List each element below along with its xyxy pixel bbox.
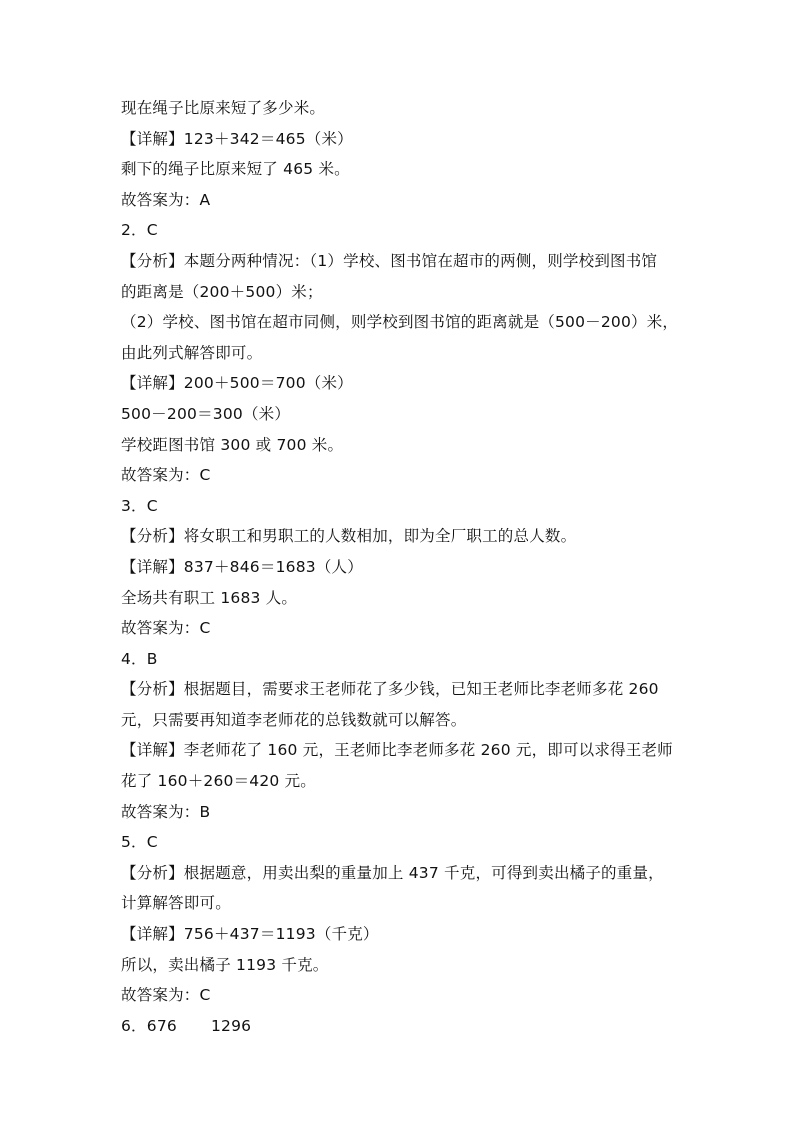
text-line: 现在绳子比原来短了多少米。 [121, 99, 326, 117]
text-line: 【详解】756＋437＝1193（千克） [121, 925, 379, 944]
question-6-line [121, 1011, 691, 1042]
text-line: 故答案为：C [121, 619, 211, 638]
question-number: 2．C [121, 221, 158, 240]
text-line: 【分析】根据题意，用卖出梨的重量加上 437 千克，可得到卖出橘子的重量， [121, 863, 664, 882]
text-line: 元，只需要再知道李老师花的总钱数就可以解答。 [121, 710, 467, 729]
text-line: 【分析】本题分两种情况：（1）学校、图书馆在超市的两侧，则学校到图书馆 [121, 251, 658, 270]
text-line: 【详解】837＋846＝1683（人） [121, 557, 363, 576]
text-line: 花了 160＋260＝420 元。 [121, 772, 317, 791]
text-line: 【详解】李老师花了 160 元，王老师比李老师多花 260 元，即可以求得王老师 [121, 741, 673, 760]
text-line: 500－200＝300（米） [121, 404, 291, 423]
answer-text-body [121, 93, 691, 1041]
text-line: 全场共有职工 1683 人。 [121, 588, 298, 607]
text-line: （2）学校、图书馆在超市同侧，则学校到图书馆的距离就是（500－200）米， [121, 313, 679, 332]
question-number: 5．C [121, 833, 158, 852]
text-line: 学校距图书馆 300 或 700 米。 [121, 435, 344, 454]
text-line: 【详解】200＋500＝700（米） [121, 374, 353, 393]
text-line: 【分析】根据题目，需要求王老师花了多少钱，已知王老师比李老师多花 260 [121, 680, 659, 699]
text-line: 的距离是（200＋500）米； [121, 282, 323, 301]
text-line: 所以，卖出橘子 1193 千克。 [121, 955, 329, 974]
text-line: 由此列式解答即可。 [121, 343, 263, 362]
text-line: 故答案为：A [121, 190, 211, 209]
text-line: 剩下的绳子比原来短了 465 米。 [121, 160, 350, 179]
text-line: 计算解答即可。 [121, 894, 231, 913]
question-number: 4．B [121, 649, 158, 668]
text-line: 故答案为：B [121, 802, 211, 821]
question-6-answer-2: 1296 [210, 1016, 252, 1035]
text-line: 故答案为：C [121, 986, 211, 1005]
text-line: 【分析】将女职工和男职工的人数相加，即为全厂职工的总人数。 [121, 527, 577, 546]
text-line: 故答案为：C [121, 466, 211, 485]
text-line: 【详解】123＋342＝465（米） [121, 129, 353, 148]
question-6-answer-1: 6．676 [121, 1016, 177, 1035]
question-number: 3．C [121, 496, 158, 515]
